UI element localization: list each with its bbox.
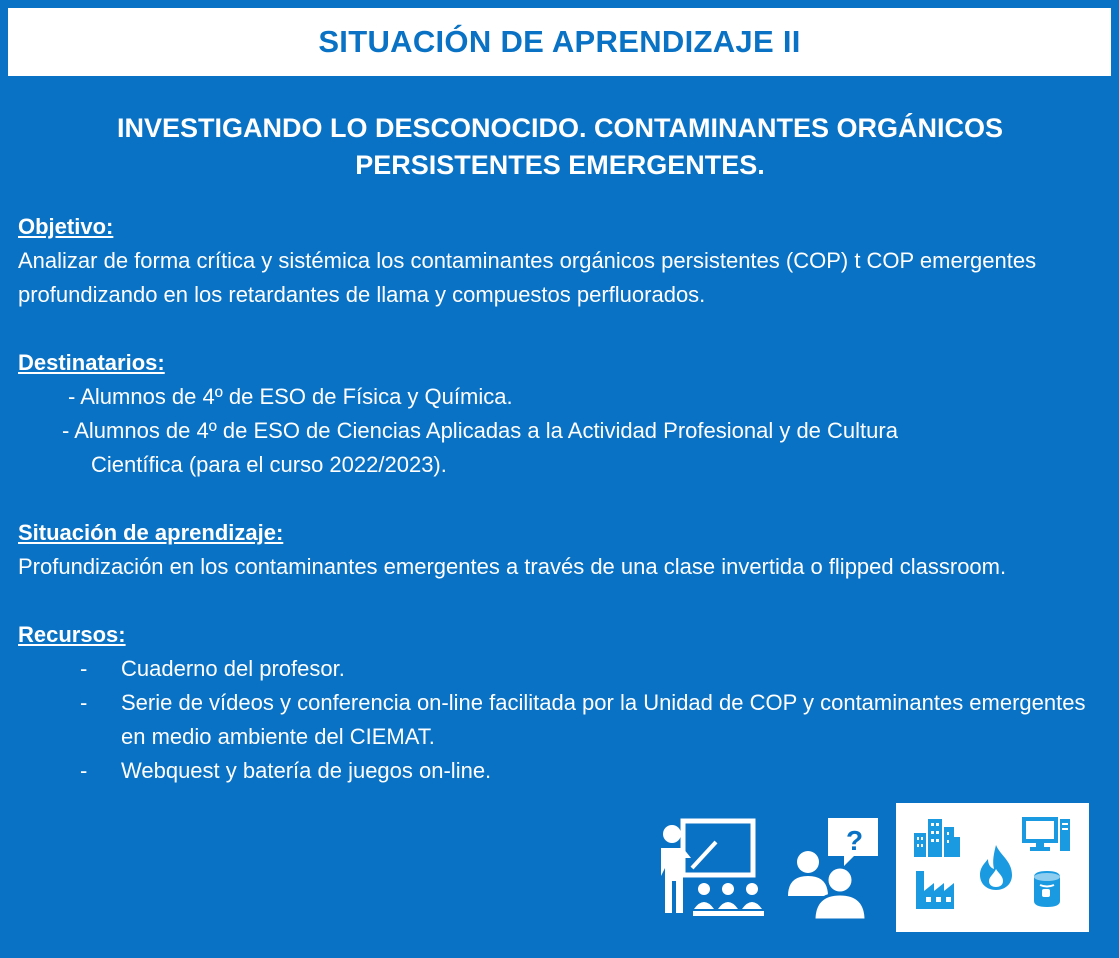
teacher-presentation-icon: [656, 816, 774, 928]
destinatarios-item-text: - Alumnos de 4º de ESO de Ciencias Aplicadas a la Actividad Profesional y de Cultura: [62, 418, 898, 443]
section-destinatarios: [18, 346, 1098, 482]
list-item-text: Webquest y batería de juegos on-line.: [121, 758, 492, 783]
content: [18, 210, 1098, 788]
situacion-text: Profundización en los contaminantes emergentes a través de una clase invertida o flipped classroom.: [18, 554, 1007, 579]
people-question-icon: [786, 814, 886, 922]
objetivo-text: Analizar de forma crítica y sistémica los contaminantes orgánicos persistentes (COP) t COP emergentes profundizando en los retardantes de llama y compuestos perfluorados.: [18, 248, 1037, 307]
destinatarios-item-continuation: Científica (para el curso 2022/2023).: [91, 452, 447, 477]
list-item-text: Cuaderno del profesor.: [121, 656, 345, 681]
list-item-text: Serie de vídeos y conferencia on-line facilitada por la Unidad de COP y contaminantes emergentes en medio ambiente del CIEMAT.: [121, 690, 1086, 749]
recursos-list: [18, 652, 1098, 788]
list-item: [18, 686, 1098, 754]
computer-monitor-icon: [1022, 817, 1072, 853]
list-dash: -: [80, 656, 88, 681]
section-recursos: [18, 618, 1098, 788]
flame-icon: [978, 843, 1014, 891]
subtitle: INVESTIGANDO LO DESCONOCIDO. CONTAMINANTES ORGÁNICOS PERSISTENTES EMERGENTES.: [116, 113, 1004, 180]
page-title: SITUACIÓN DE APRENDIZAJE II: [318, 24, 801, 59]
destinatarios-item: [18, 414, 1098, 482]
section-objetivo: [18, 210, 1098, 312]
barrel-icon: [1030, 869, 1064, 909]
factory-icon: [914, 869, 960, 909]
list-item: [18, 754, 1098, 788]
list-dash: -: [80, 758, 88, 783]
destinatarios-item: - Alumnos de 4º de ESO de Física y Química.: [68, 384, 513, 409]
section-situacion: [18, 516, 1098, 584]
icon-group: [650, 808, 1090, 933]
section-title-recursos: Recursos:: [18, 622, 126, 647]
environment-icon-box: [896, 803, 1089, 932]
buildings-icon: [914, 819, 960, 857]
list-item: [18, 652, 1098, 686]
list-dash: -: [80, 690, 88, 715]
section-title-destinatarios: Destinatarios:: [18, 350, 165, 375]
svg-text:?: ?: [846, 825, 864, 856]
section-title-objetivo: Objetivo:: [18, 214, 114, 239]
header-bar: [8, 8, 1111, 76]
section-title-situacion: Situación de aprendizaje:: [18, 520, 284, 545]
